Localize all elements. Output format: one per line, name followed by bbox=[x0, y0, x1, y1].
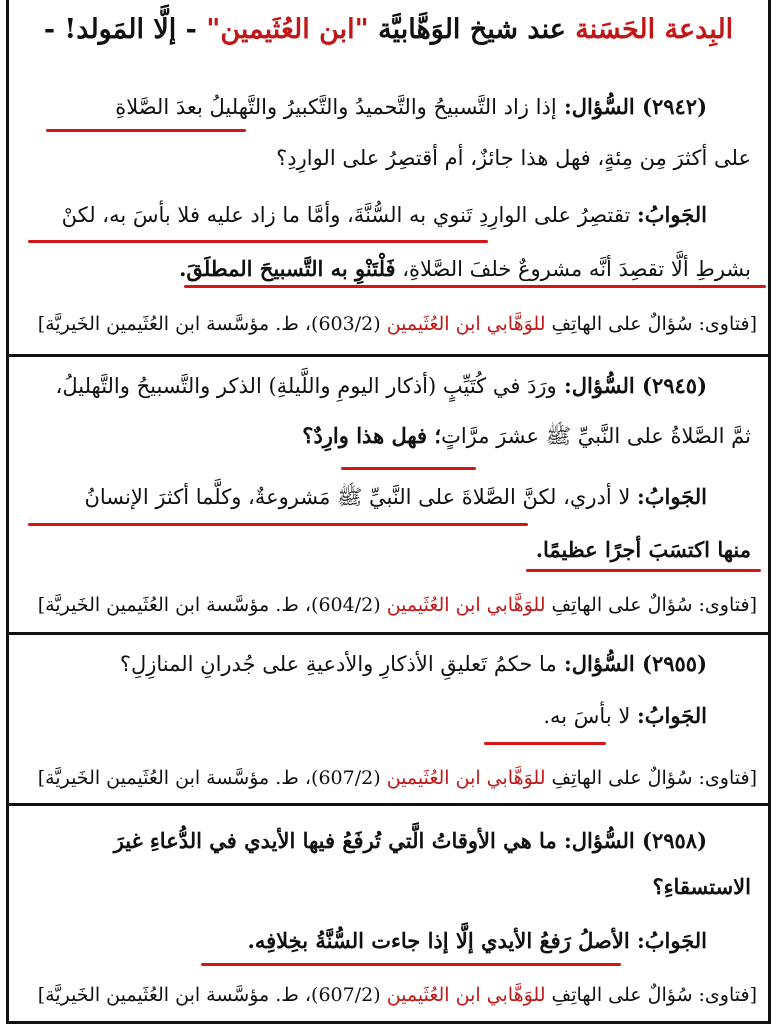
question-text-underlined: عشرَ مرَّاتٍ bbox=[441, 424, 540, 448]
underline bbox=[28, 523, 528, 526]
source-citation bbox=[18, 980, 757, 1010]
question-line-1 bbox=[24, 371, 707, 401]
question-line-2: على أكثرَ مِن مِئةٍ، فهل هذا جائزٌ، أم أقتصِرُ على الوارِدِ؟ bbox=[276, 146, 751, 170]
question-line-2 bbox=[24, 421, 751, 451]
underline bbox=[46, 129, 246, 132]
answer-text: الأصلُ رَفعُ الأيدي إلَّا إذا جاءت السُّنَّةُ بخِلافِه. bbox=[247, 928, 630, 953]
answer-label: الجَوابُ: bbox=[637, 703, 707, 728]
answer-label: الجَوابُ: bbox=[637, 928, 707, 953]
answer-line-1 bbox=[24, 200, 707, 230]
answer-line-1 bbox=[24, 482, 707, 512]
question-number: (٢٩٤٢) bbox=[642, 94, 707, 119]
answer-text: لا بأسَ به. bbox=[543, 704, 631, 728]
underline bbox=[28, 240, 488, 243]
citation-text: [فتاوى: سُؤالٌ على الهاتِفِ bbox=[545, 594, 757, 616]
fatwa-block-2942 bbox=[6, 0, 771, 354]
question-text: إذا زاد التَّسبيحُ والتَّحميدُ والتَّكبيرُ والتَّهليلُ bbox=[202, 95, 557, 119]
underline bbox=[341, 467, 476, 470]
citation-ref: (607/2)، ط. مؤسَّسة ابن العُثَيمين الخَيريَّة] bbox=[37, 984, 387, 1006]
question-text: ورَدَ في كُتَيِّبٍ (أذكار اليومِ واللَّيلةِ) الذكر والتَّسبيحُ والتَّهليلُ، bbox=[55, 374, 557, 398]
title-red-part: البِدعة الحَسَنة bbox=[575, 14, 734, 45]
fatwa-block-2945 bbox=[6, 354, 771, 632]
question-line-2: الاستسقاءِ؟ bbox=[652, 874, 751, 899]
question-label: السُّؤال: bbox=[564, 651, 635, 676]
question-text: ما هي الأوقاتُ الَّتي تُرفَعُ فيها الأيدي في الدُّعاءِ غيرَ bbox=[113, 828, 557, 853]
question-number: (٢٩٤٥) bbox=[642, 373, 707, 398]
citation-text: [فتاوى: سُؤالٌ على الهاتِفِ bbox=[545, 984, 757, 1006]
answer-line-1 bbox=[24, 926, 707, 956]
question-text: ؛ فهل هذا وارِدٌ؟ bbox=[302, 423, 442, 448]
answer-line-1 bbox=[24, 701, 707, 731]
citation-author: للوَهَّابي ابن العُثَيمين bbox=[386, 313, 546, 335]
citation-author: للوَهَّابي ابن العُثَيمين bbox=[386, 594, 546, 616]
answer-text: تقتصِرُ على الوارِدِ تَنوي به السُّنَّةَ، وأمَّا ما زاد عليه فلا بأسَ به، لكنْ bbox=[61, 203, 631, 227]
citation-author: للوَهَّابي ابن العُثَيمين bbox=[386, 984, 546, 1006]
fatwa-block-2955 bbox=[6, 632, 771, 803]
citation-ref: (607/2)، ط. مؤسَّسة ابن العُثَيمين الخَيريَّة] bbox=[37, 767, 387, 789]
citation-text: [فتاوى: سُؤالٌ على الهاتِفِ bbox=[545, 313, 757, 335]
source-citation bbox=[18, 590, 757, 620]
underline bbox=[526, 569, 761, 572]
underline bbox=[201, 963, 621, 966]
question-text: ثمَّ الصَّلاةُ على النَّبيِّ ﷺ bbox=[539, 424, 751, 448]
citation-text: [فتاوى: سُؤالٌ على الهاتِفِ bbox=[545, 767, 757, 789]
source-citation bbox=[18, 763, 757, 793]
citation-author: للوَهَّابي ابن العُثَيمين bbox=[386, 767, 546, 789]
title-name-part: "ابن العُثَيمين" bbox=[206, 14, 369, 45]
underline bbox=[484, 742, 606, 745]
citation-ref: (603/2)، ط. مؤسَّسة ابن العُثَيمين الخَيريَّة] bbox=[37, 313, 387, 335]
question-label: السُّؤال: bbox=[564, 373, 635, 398]
underline bbox=[184, 285, 766, 288]
fatwa-block-2958 bbox=[6, 803, 771, 1024]
question-number: (٢٩٥٥) bbox=[642, 651, 707, 676]
citation-ref: (604/2)، ط. مؤسَّسة ابن العُثَيمين الخَيريَّة] bbox=[37, 594, 387, 616]
source-citation bbox=[18, 309, 757, 339]
question-label: السُّؤال: bbox=[564, 828, 635, 853]
title-mid-part: عند شيخ الوَهَّابيَّة bbox=[368, 14, 576, 45]
answer-line-2: منها اكتسَبَ أجرًا عظيمًا. bbox=[535, 537, 751, 562]
answer-line-2 bbox=[24, 254, 751, 284]
question-line-1 bbox=[24, 826, 707, 856]
answer-label: الجَوابُ: bbox=[637, 202, 707, 227]
answer-text-bold: فَلْتَنْوِ به التَّسبيحَ المطلَقَ. bbox=[179, 256, 396, 281]
answer-text: لا أدري، لكنَّ الصَّلاةَ على النَّبيِّ ﷺ مَشروعةٌ، وكلَّما أكثرَ الإنسانُ bbox=[84, 485, 631, 509]
question-label: السُّؤال: bbox=[564, 94, 635, 119]
answer-label: الجَوابُ: bbox=[637, 484, 707, 509]
question-text-underlined: بعدَ الصَّلاةِ bbox=[115, 95, 203, 119]
title-end-part: - إلَّا المَولد! - bbox=[43, 14, 207, 45]
question-text: ما حكمُ تَعليقِ الأذكارِ والأدعيةِ على جُدرانِ المنازِلِ؟ bbox=[119, 652, 557, 676]
question-line-1 bbox=[24, 92, 707, 122]
question-number: (٢٩٥٨) bbox=[642, 828, 707, 853]
question-line-1 bbox=[24, 649, 707, 679]
answer-text: بشرطِ ألَّا تقصِدَ أنَّه مشروعٌ خلفَ الصَّلاةِ، bbox=[395, 257, 751, 281]
